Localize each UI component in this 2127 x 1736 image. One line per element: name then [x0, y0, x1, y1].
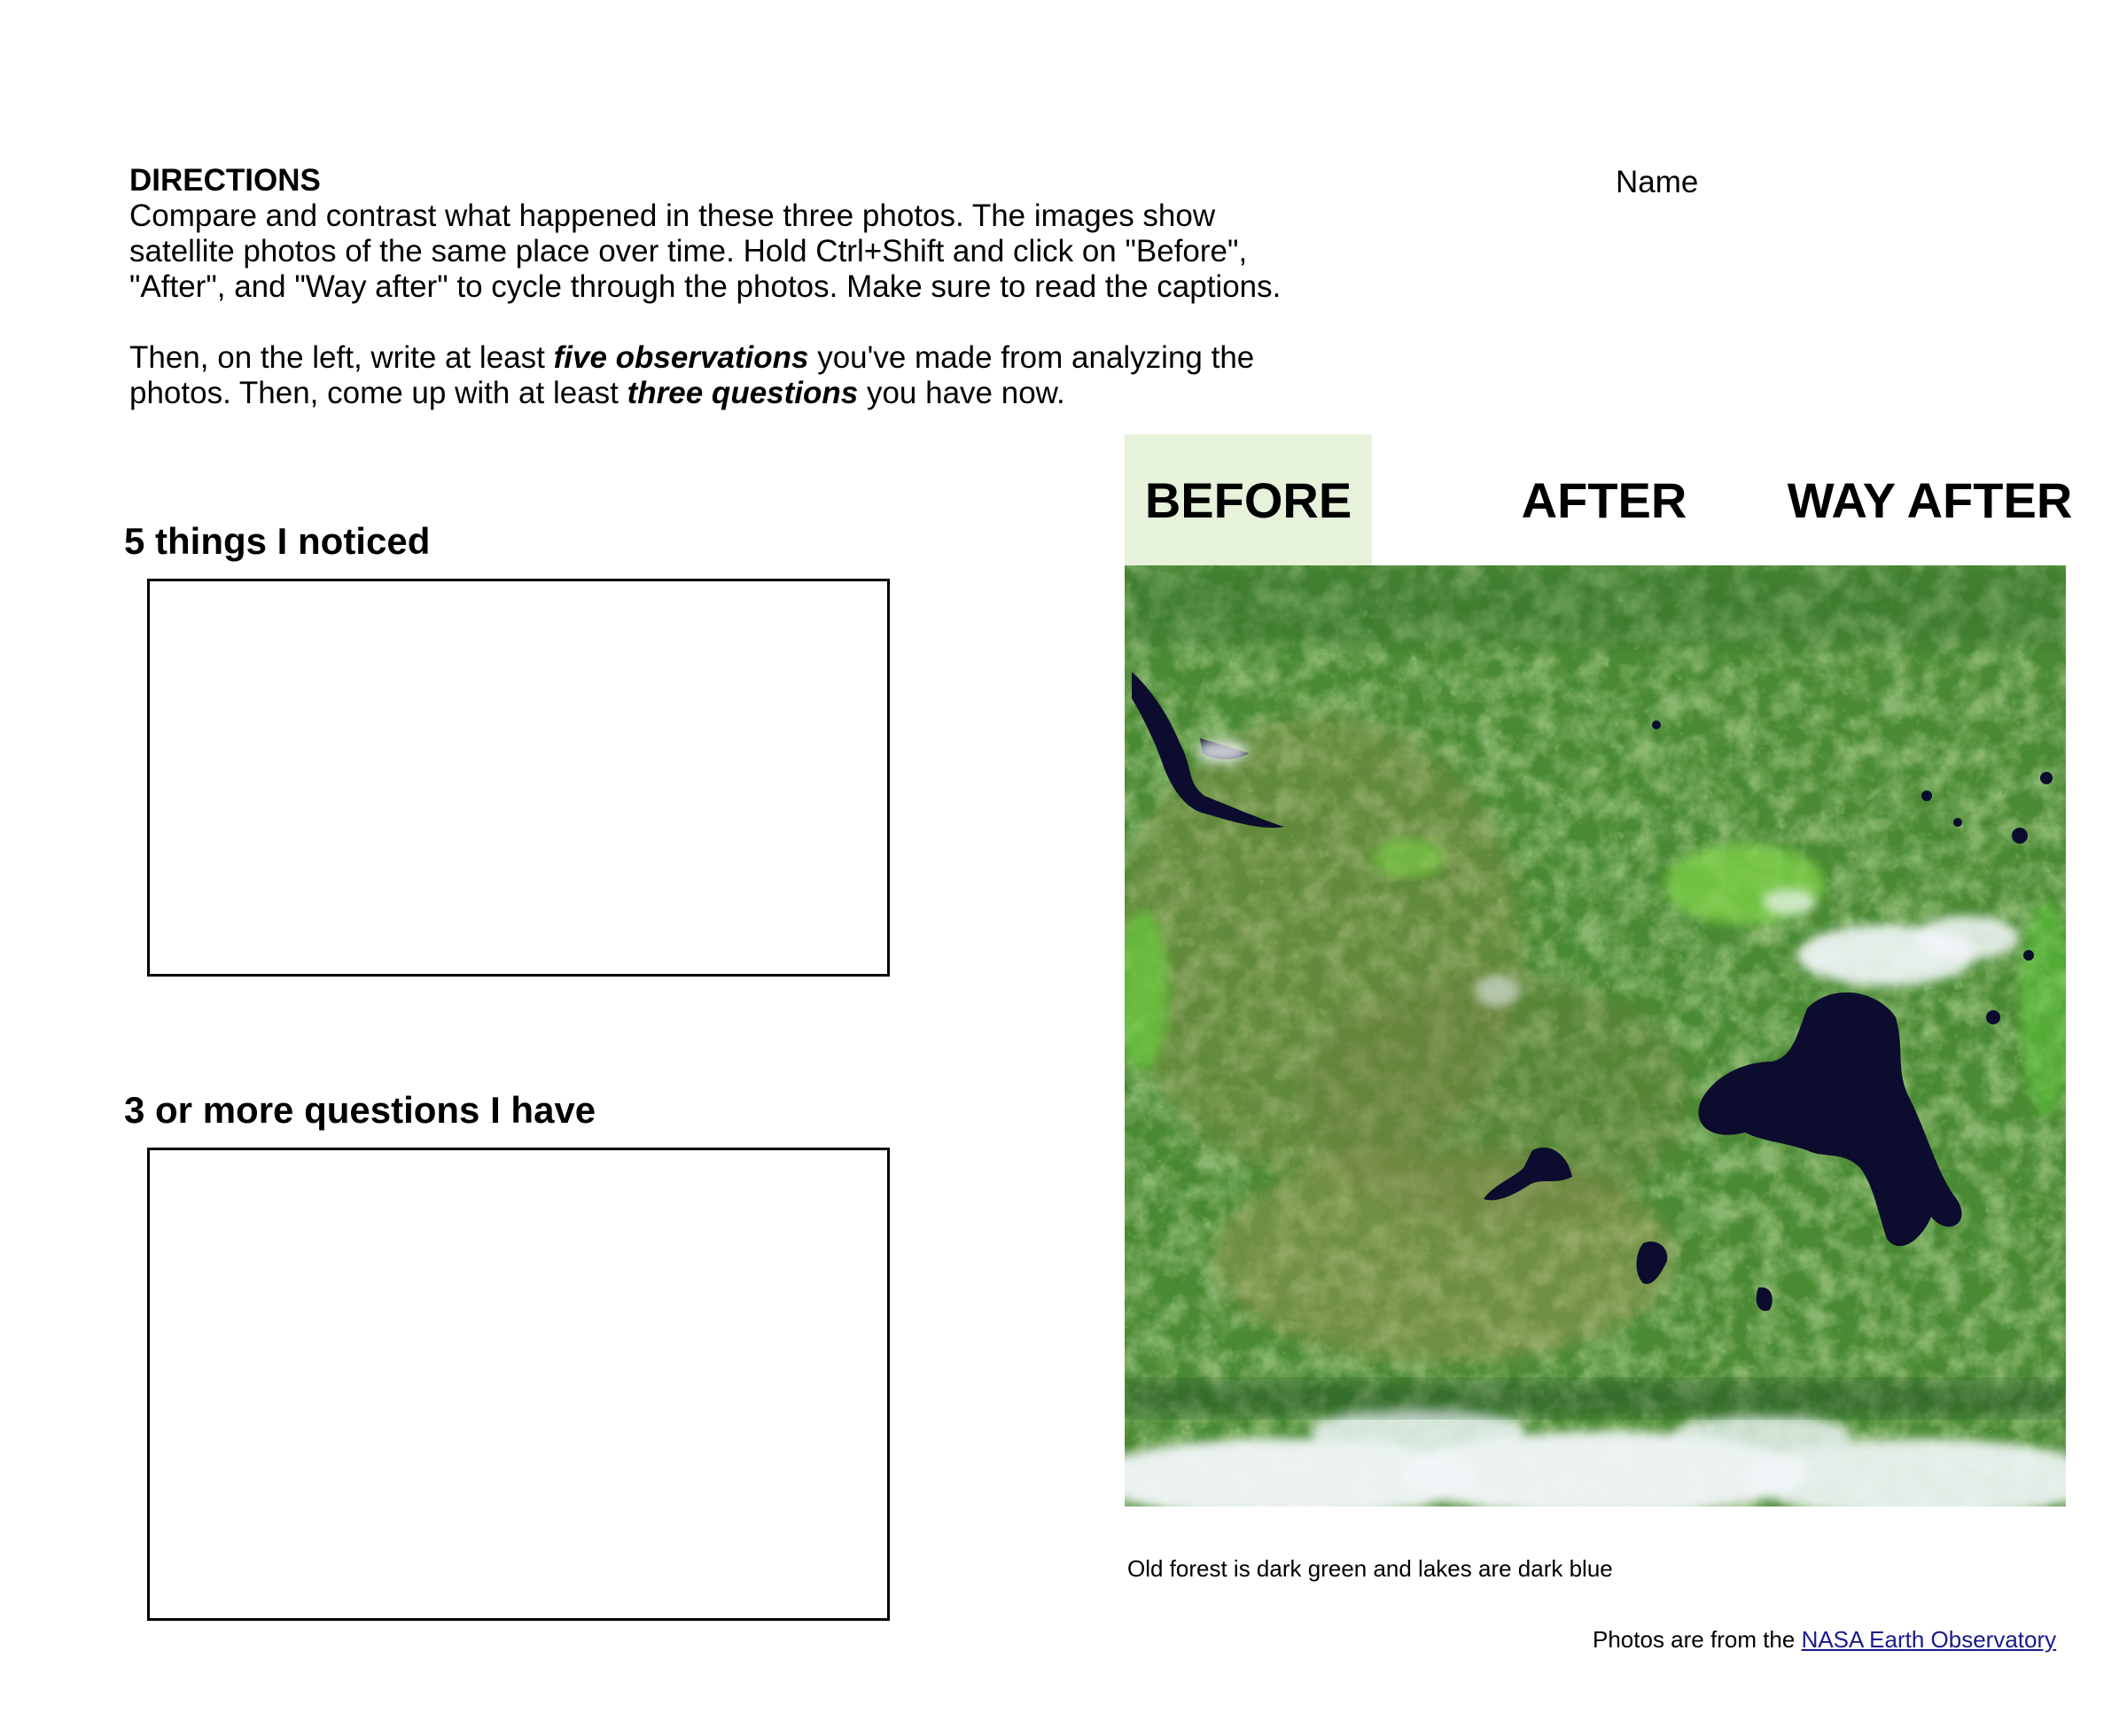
photo-caption: Old forest is dark green and lakes are dark blue	[1127, 1555, 1613, 1582]
questions-text-box[interactable]	[147, 1148, 890, 1621]
directions-paragraph-1: Compare and contrast what happened in these three photos. The images show satellite photos of the same place over time. Hold Ctrl+Shift and click on "Before", "After", and "Way after" to cycle through the photos. Make sure to read the captions.	[129, 199, 1282, 304]
tab-after[interactable]: AFTER	[1521, 471, 1687, 528]
emphasis-three-questions: three questions	[627, 376, 859, 410]
directions-block	[129, 163, 1282, 411]
name-label: Name	[1616, 165, 1699, 199]
observations-text-box[interactable]	[147, 579, 890, 977]
photo-credit	[1593, 1625, 2056, 1654]
directions-text: you've made from analyzing the photos. Then, come up with at least	[129, 340, 1255, 410]
directions-paragraph-2	[129, 340, 1282, 411]
questions-heading: 3 or more questions I have	[124, 1089, 596, 1131]
directions-text: you have now.	[858, 376, 1065, 410]
nasa-earth-observatory-link[interactable]: NASA Earth Observatory	[1801, 1626, 2057, 1653]
emphasis-five-observations: five observations	[553, 340, 809, 375]
credit-prefix: Photos are from the	[1593, 1626, 1802, 1653]
tab-before[interactable]: BEFORE	[1125, 434, 1372, 565]
satellite-image	[1125, 565, 2066, 1506]
observations-heading: 5 things I noticed	[124, 520, 431, 562]
tab-way-after[interactable]: WAY AFTER	[1787, 471, 2073, 528]
directions-title: DIRECTIONS	[129, 163, 321, 198]
satellite-photo-before	[1125, 565, 2066, 1506]
directions-text: Then, on the left, write at least	[129, 340, 554, 375]
